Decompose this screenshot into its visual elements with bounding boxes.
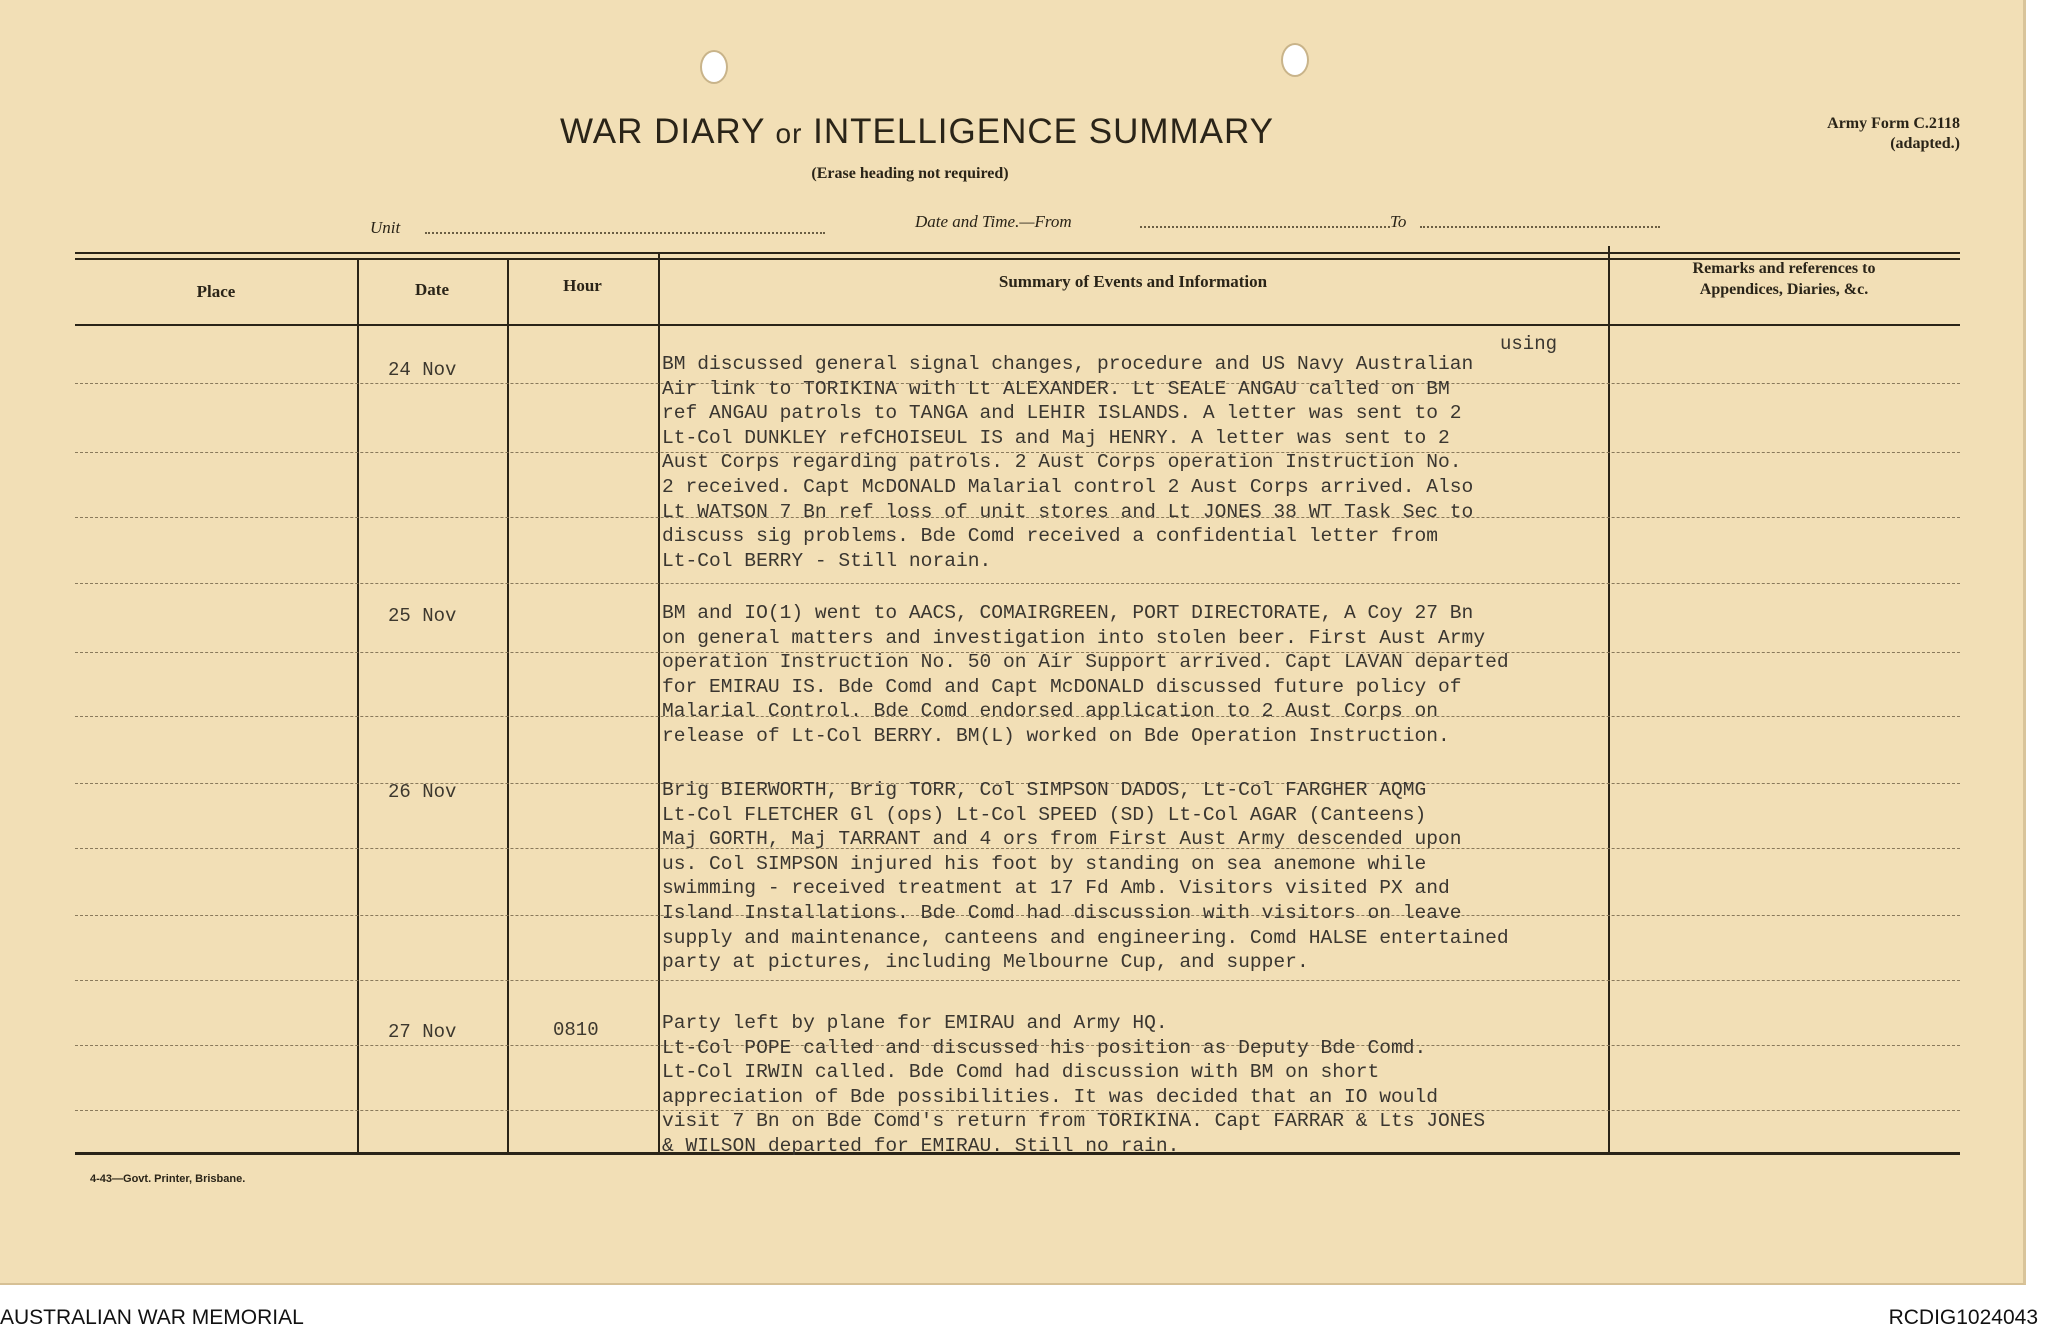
diary-entry [662,352,1722,573]
form-title [560,112,1274,152]
handwritten-insertion: using [1500,333,1558,355]
entry-line: Brig BIERWORTH, Brig TORR, Col SIMPSON DADOS, Lt-Col FARGHER AQMG [662,779,1427,801]
column-header-date: Date [415,280,449,299]
entry-line: Malarial Control. Bde Comd endorsed application to 2 Aust Corps on [662,700,1439,723]
unit-label: Unit [370,218,401,237]
entry-line: BM discussed general signal changes, procedure and US Navy Australian [662,353,1474,375]
entry-line: & WILSON departed for EMIRAU. Still no rain. [662,1134,1180,1157]
diary-entry [662,778,1722,975]
entry-line: Party left by plane for EMIRAU and Army HQ. [662,1012,1168,1034]
entry-line: us. Col SIMPSON injured his foot by standing on sea anemone while [662,852,1427,875]
punch-hole [700,50,728,84]
column-header-hour: Hour [563,276,602,295]
entry-line: supply and maintenance, canteens and engineering. Comd HALSE entertained [662,926,1509,949]
punch-hole [1281,43,1309,77]
date-time-from-label: Date and Time.—From [915,212,1072,231]
entry-line: visit 7 Bn on Bde Comd's return from TORIKINA. Capt FARRAR & Lts JONES [662,1110,1486,1133]
column-header-remarks [1608,258,1960,300]
to-dotted-line [1420,226,1660,228]
entry-line: Aust Corps regarding patrols. 2 Aust Corps operation Instruction No. [662,451,1462,474]
army-form-label: Army Form C.2118 [1827,115,1960,132]
entry-line: Maj GORTH, Maj TARRANT and 4 ors from First Aust Army descended upon [662,828,1462,851]
entry-line: Air link to TORIKINA with Lt ALEXANDER. Lt SEALE ANGAU called on BM [662,377,1450,400]
entry-line: discuss sig problems. Bde Comd received a confidential letter from [662,525,1439,548]
column-divider [658,252,660,1152]
entry-line: Lt-Col IRWIN called. Bde Comd had discussion with BM on short [662,1061,1380,1084]
remarks-header-line1: Remarks and references to [1692,260,1876,277]
entry-line: Lt-Col POPE called and discussed his position as Deputy Bde Comd. [662,1036,1427,1059]
title-intelligence-summary: INTELLIGENCE SUMMARY [813,112,1274,151]
entry-date: 26 Nov [388,781,457,803]
entry-line: swimming - received treatment at 17 Fd Amb. Visitors visited PX and [662,877,1450,900]
entry-date: 27 Nov [388,1021,457,1043]
table-top-border [75,252,1960,254]
ruled-line [75,980,1960,981]
entry-line: party at pictures, including Melbourne Cup, and supper. [662,951,1309,974]
entry-line: on general matters and investigation into stolen beer. First Aust Army [662,626,1486,649]
entry-line: ref ANGAU patrols to TANGA and LEHIR ISLANDS. A letter was sent to 2 [662,402,1462,425]
entry-hour: 0810 [553,1019,599,1041]
remarks-header-line2: Appendices, Diaries, &c. [1699,281,1869,298]
to-label: To [1390,212,1407,231]
ruled-line [75,583,1960,584]
diary-entry [662,601,1722,749]
entry-line: release of Lt-Col BERRY. BM(L) worked on Bde Operation Instruction. [662,724,1450,747]
unit-dotted-line [425,232,825,234]
entry-line: Lt-Col BERRY - Still norain. [662,549,992,572]
title-or: or [775,118,803,149]
entry-line: 2 received. Capt McDONALD Malarial control 2 Aust Corps arrived. Also [662,475,1474,498]
entry-line: Lt-Col FLETCHER Gl (ops) Lt-Col SPEED (SD) Lt-Col AGAR (Canteens) [662,803,1427,826]
column-header-summary: Summary of Events and Information [998,272,1268,291]
title-war-diary: WAR DIARY [560,112,765,151]
entry-date: 25 Nov [388,605,457,627]
footer-record-id: RCDIG1024043 [1888,1306,2038,1329]
column-header-place: Place [196,282,236,301]
entry-line: appreciation of Bde possibilities. It was decided that an IO would [662,1085,1439,1108]
entry-line: Lt WATSON 7 Bn ref loss of unit stores and Lt JONES 38 WT Task Sec to [662,500,1474,523]
army-form-note: (adapted.) [1890,135,1960,152]
diary-entry [662,1011,1722,1159]
footer-source: AUSTRALIAN WAR MEMORIAL [0,1306,304,1329]
army-form-number [1740,114,1960,154]
entry-line: for EMIRAU IS. Bde Comd and Capt McDONALD discussed future policy of [662,675,1462,698]
entry-line: Island Installations. Bde Comd had discussion with visitors on leave [662,901,1462,924]
entry-line: BM and IO(1) went to AACS, COMAIRGREEN, PORT DIRECTORATE, A Coy 27 Bn [662,602,1474,624]
column-divider [507,258,509,1152]
entry-line: Lt-Col DUNKLEY refCHOISEUL IS and Maj HENRY. A letter was sent to 2 [662,426,1450,449]
form-subtitle: (Erase heading not required) [811,165,1009,182]
entry-line: operation Instruction No. 50 on Air Support arrived. Capt LAVAN departed [662,651,1509,674]
printer-note: 4-43—Govt. Printer, Brisbane. [90,1173,246,1185]
from-dotted-line [1140,226,1390,228]
entry-date: 24 Nov [388,359,457,381]
column-divider [357,258,359,1152]
